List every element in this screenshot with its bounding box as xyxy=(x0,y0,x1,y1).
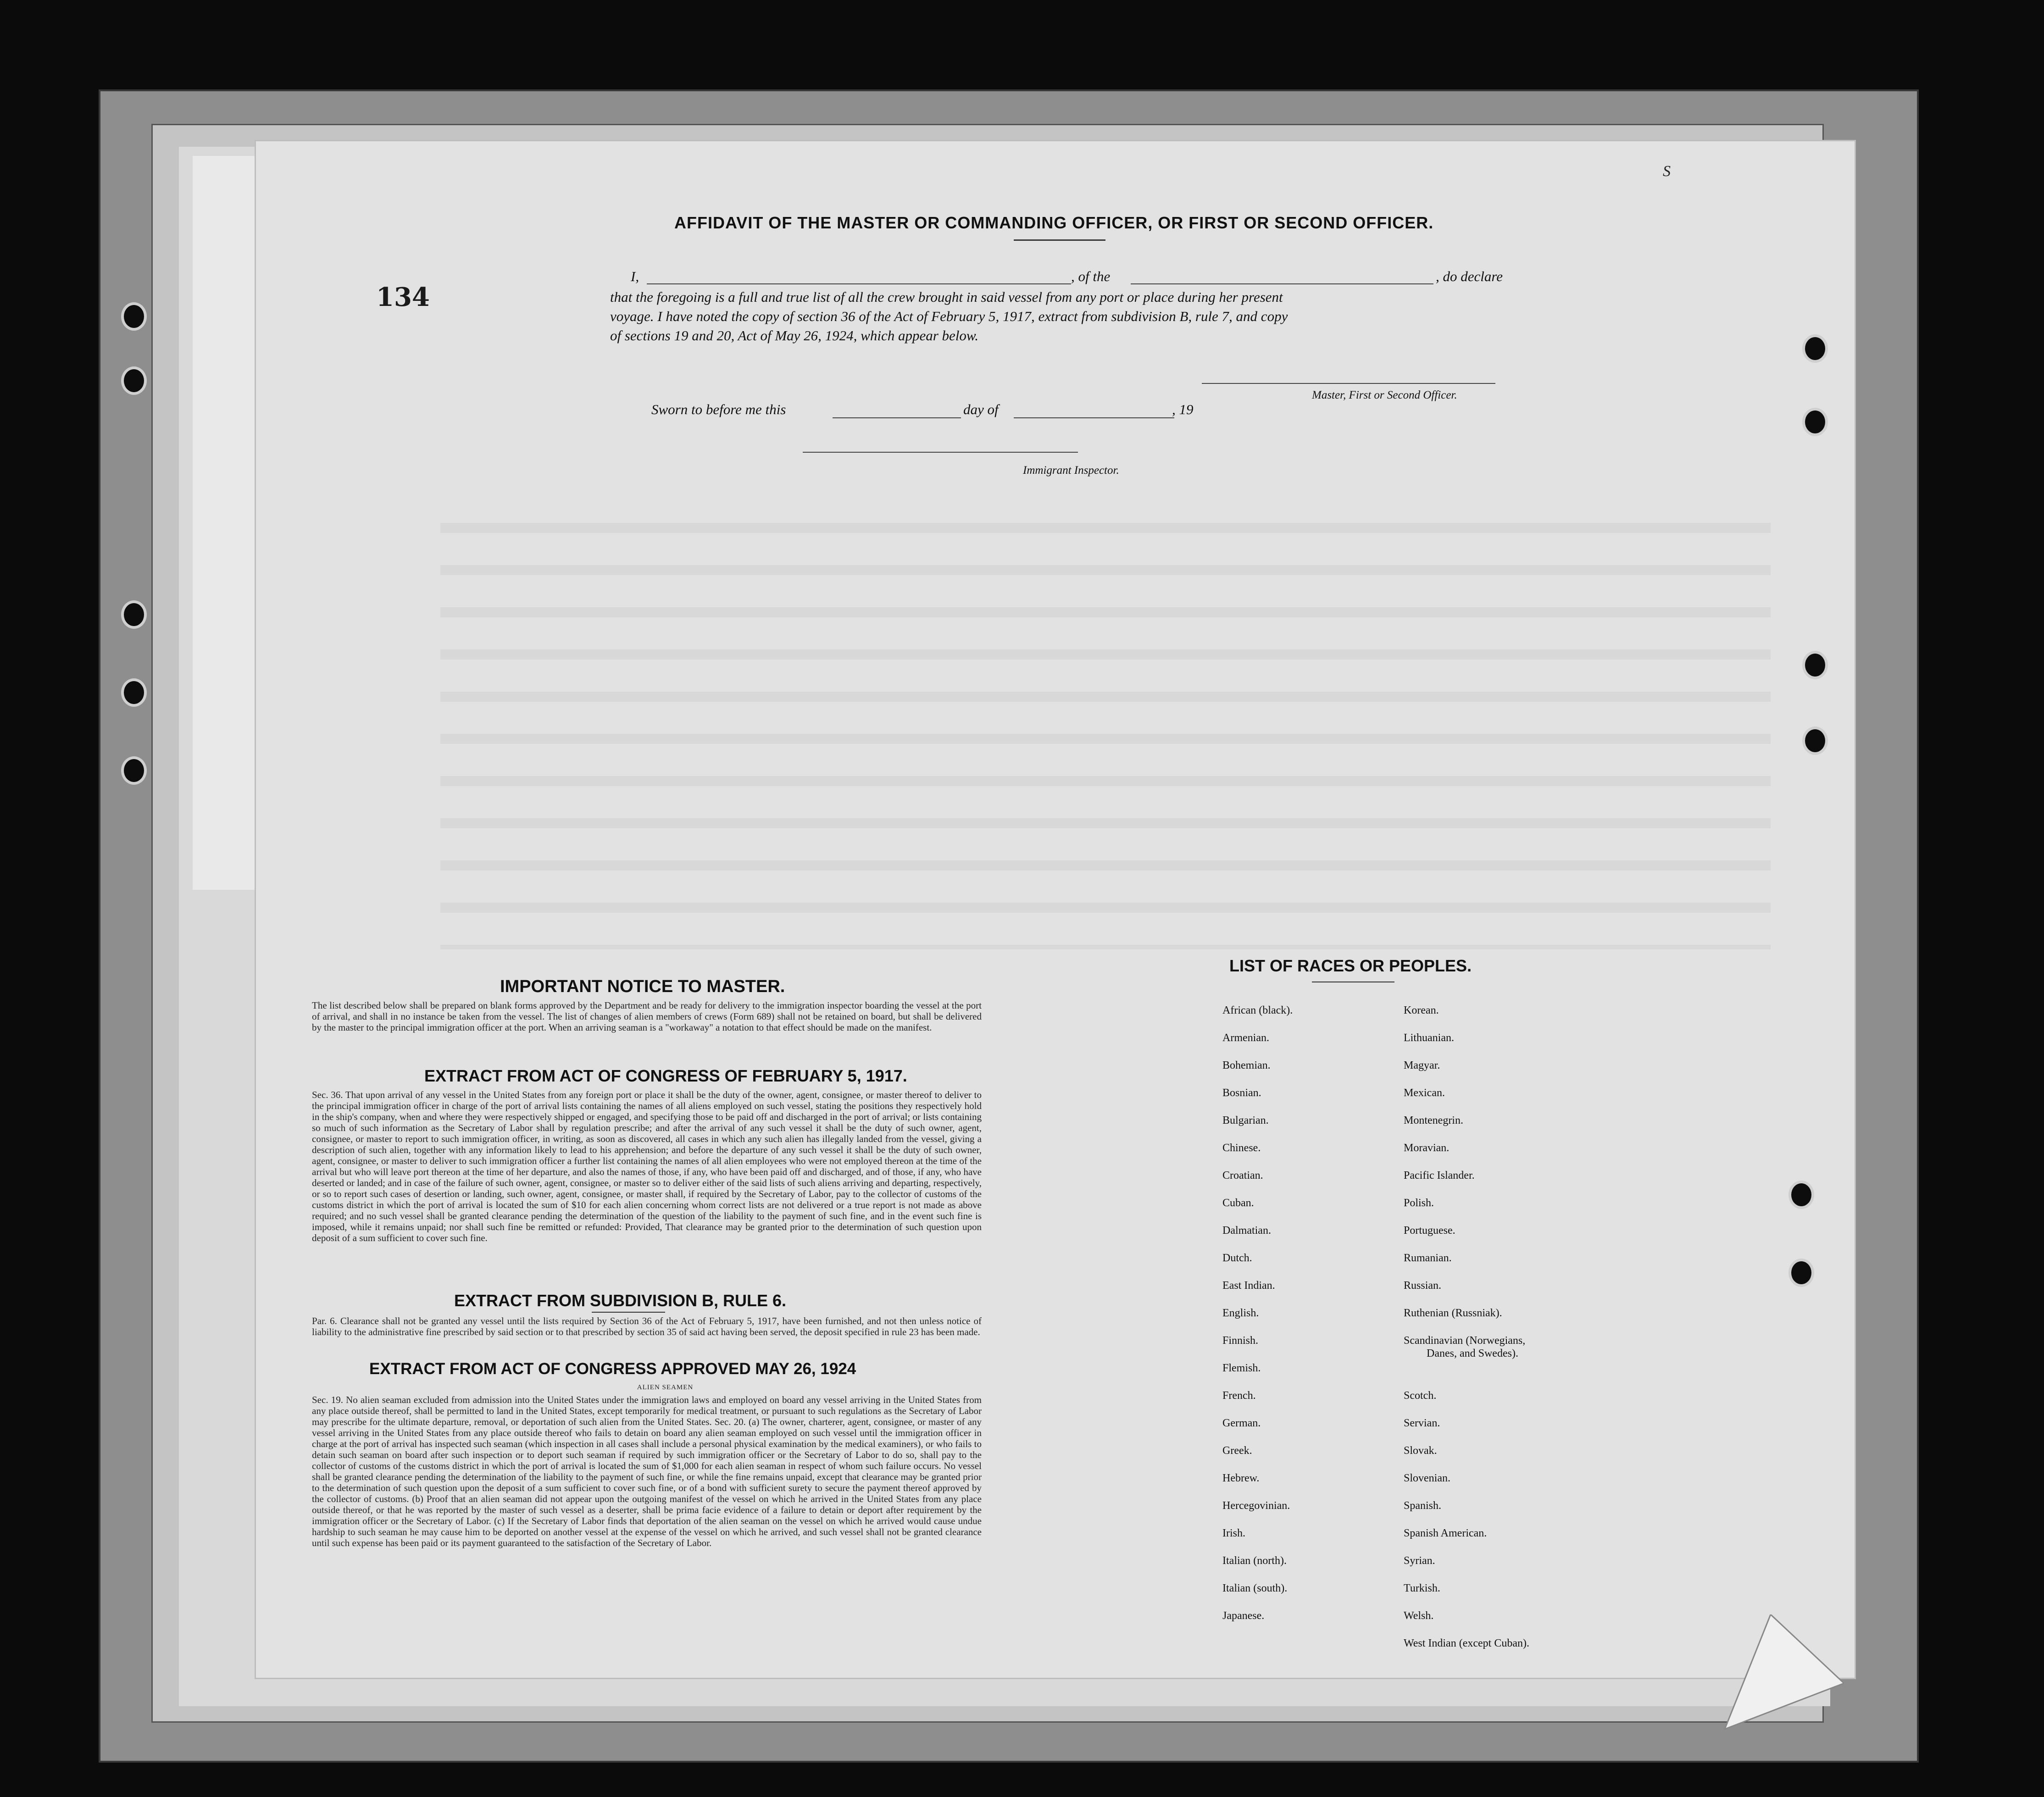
races-column-2 xyxy=(1404,1004,1529,1665)
race-item: Scandinavian (Norwegians, xyxy=(1404,1335,1526,1347)
declaration-i: I, xyxy=(631,268,639,284)
race-item: Italian (north). xyxy=(1222,1555,1287,1567)
folded-corner-icon xyxy=(1706,1614,1844,1734)
race-item: Hebrew. xyxy=(1222,1472,1260,1484)
race-item: Dutch. xyxy=(1222,1252,1252,1264)
extract-rule6-title: EXTRACT FROM SUBDIVISION B, RULE 6. xyxy=(454,1291,787,1310)
extract-1917-body: Sec. 36. That upon arrival of any vessel in the United States from any foreign port or place it shall be the duty of the owner, agent, consignee, or master thereof to deliver to the principal immigration officer in charge of the port of arrival lists containing the names of all aliens employed on such vessel, stating the positions they respectively hold in the ship's company, when and where they were respectively shipped or engaged, and specifying those to be paid off and discharged in the port of arrival; or lists containing so much of such information as the Secretary of Labor shall by regulation prescribe; and after the arrival of any such vessel it shall be the duty of such owner, agent, consignee, or master to report to such immigration officer, in writing, as soon as discovered, all cases in which any such alien has illegally landed from the vessel, giving a description of such alien, together with any information likely to lead to his apprehension; and before the departure of any such vessel it shall be the duty of such owner, agent, consignee, or master to deliver to such immigration officer a further list containing the names of all alien employees who were not employed thereon at the time of the arrival but who will leave port thereon at the time of her departure, and also the names of those, if any, who have been paid off and discharged, and of those, if any, who have deserted or landed; and in case of the failure of such owner, agent, consignee, or master so to deliver either of the said lists of such aliens arriving and departing, respectively, or so to report such cases of desertion or landing, such owner, agent, consignee, or master shall, if required by the Secretary of Labor, pay to the collector of customs of the customs district in which the port of arrival is located the sum of $10 for each alien concerning whom correct lists are not delivered or a true report is not made as above required; and no such vessel shall be granted clearance pending the determination of the question of the liability to the payment of such fine, and in the event such fine is imposed, while it remains unpaid; nor shall such fine be remitted or refunded: Provided, That clearance may be granted prior to the determination of such question upon deposit of a sum sufficient to cover such fine. xyxy=(312,1089,982,1243)
race-item: Servian. xyxy=(1404,1417,1440,1429)
punch-hole-icon xyxy=(124,369,144,392)
race-item: Armenian. xyxy=(1222,1032,1269,1044)
race-item: Ruthenian (Russniak). xyxy=(1404,1307,1502,1319)
race-item: Japanese. xyxy=(1222,1610,1265,1622)
race-item: Greek. xyxy=(1222,1445,1252,1457)
extract-1924-title: EXTRACT FROM ACT OF CONGRESS APPROVED MAY 26, 1924 xyxy=(369,1360,856,1378)
declaration-line-2: that the foregoing is a full and true list of all the crew brought in said vessel from any port or place during her present xyxy=(610,289,1283,305)
punch-hole-icon xyxy=(124,759,144,782)
race-item: Welsh. xyxy=(1404,1610,1434,1622)
declaration-do-declare: , do declare xyxy=(1436,268,1503,284)
races-column-1 xyxy=(1222,1004,1293,1637)
race-item: English. xyxy=(1222,1307,1259,1319)
race-item: East Indian. xyxy=(1222,1280,1275,1292)
race-item: African (black). xyxy=(1222,1004,1293,1016)
signature-line[interactable] xyxy=(1202,383,1495,384)
sworn-month-blank[interactable] xyxy=(1014,417,1174,418)
affidavit-title: AFFIDAVIT OF THE MASTER OR COMMANDING OFFICER, OR FIRST OR SECOND OFFICER. xyxy=(674,213,1434,232)
race-item: Slovenian. xyxy=(1404,1472,1450,1484)
race-item: Mexican. xyxy=(1404,1087,1445,1099)
left-edge-strip xyxy=(193,156,258,890)
race-item: Dalmatian. xyxy=(1222,1225,1271,1237)
extract-1917-title: EXTRACT FROM ACT OF CONGRESS OF FEBRUARY 5, 1917. xyxy=(424,1066,907,1085)
inspector-caption: Immigrant Inspector. xyxy=(1023,464,1119,477)
race-item: Hercegovinian. xyxy=(1222,1500,1290,1512)
race-item: Bosnian. xyxy=(1222,1087,1261,1099)
race-item: Portuguese. xyxy=(1404,1225,1455,1237)
punch-hole-icon xyxy=(1791,1261,1811,1284)
punch-hole-icon xyxy=(1805,729,1825,752)
races-title: LIST OF RACES OR PEOPLES. xyxy=(1229,956,1472,975)
declaration-line-3: voyage. I have noted the copy of section 36 of the Act of February 5, 1917, extract from subdivision B, rule 7, and copy xyxy=(610,308,1288,324)
punch-hole-icon xyxy=(124,603,144,626)
extract-1924-body: Sec. 19. No alien seaman excluded from admission into the United States under the immigration laws and employed on board any vessel arriving in the United States from any place outside thereof, shall be permitted to land in the United States, except temporarily for medical treatment, or pursuant to such regulations as the Secretary of Labor may prescribe for the ultimate departure, removal, or deportation of such alien from the United States. Sec. 20. (a) The owner, charterer, agent, consignee, or master of any vessel arriving in the United States from any place outside thereof who fails to detain on board any alien seaman employed on such vessel until the immigration officer in charge at the port of arrival has inspected such seaman (which inspection in all cases shall include a personal physical examination by the medical examiners), or who fails to detain such seaman on board after such inspection or to deport such seaman if required by such immigration officer or the Secretary of Labor to do so, shall pay to the collector of customs of the customs district in which the port of arrival is located the sum of $1,000 for each alien seaman in respect of whom such failure occurs. No vessel shall be granted clearance pending the determination of the liability to the payment of such fine, or while the fine remains unpaid, except that clearance may be granted prior to the determination of such question upon the deposit of a sum sufficient to cover such fine, or of a bond with sufficient surety to secure the payment thereof approved by the collector of customs. (b) Proof that an alien seaman did not appear upon the outgoing manifest of the vessel on which he arrived in the United States from any place outside thereof, or that he was reported by the master of such vessel as a deserter, shall be prima facie evidence of a failure to detain or deport after requirement by the immigration officer or the Secretary of Labor. (c) If the Secretary of Labor finds that deportation of the alien seaman on the vessel on which he arrived would cause undue hardship to such seaman he may cause him to be deported on another vessel at the expense of the vessel on which he arrived, and such vessel shall not be granted clearance until such expense has been paid or its payment guaranteed to the satisfaction of the Secretary of Labor. xyxy=(312,1394,982,1548)
race-item: Chinese. xyxy=(1222,1142,1261,1154)
race-item: Polish. xyxy=(1404,1197,1434,1209)
notice-body: The list described below shall be prepared on blank forms approved by the Department and be ready for delivery to the immigration inspector boarding the vessel at the port of arrival, and shall in no instance be taken from the vessel. The list of changes of alien members of crews (Form 689) shall not be retained on board, but shall be delivered by the master to the principal immigration officer at the port. When an arriving seaman is a "workaway" a notation to that effect should be made on the manifest. xyxy=(312,1000,982,1033)
race-item: Montenegrin. xyxy=(1404,1115,1463,1126)
race-item: Magyar. xyxy=(1404,1059,1440,1071)
race-item: Rumanian. xyxy=(1404,1252,1452,1264)
punch-hole-icon xyxy=(124,681,144,704)
punch-hole-icon xyxy=(1805,337,1825,360)
race-item: Danes, and Swedes). xyxy=(1427,1348,1518,1359)
punch-hole-icon xyxy=(1791,1183,1811,1206)
race-item: Croatian. xyxy=(1222,1170,1263,1181)
race-item: Scotch. xyxy=(1404,1390,1437,1402)
sworn-day-blank[interactable] xyxy=(833,417,961,418)
race-item: Spanish American. xyxy=(1404,1527,1487,1539)
race-item: Lithuanian. xyxy=(1404,1032,1454,1044)
extract-rule6-rule xyxy=(592,1312,665,1313)
name-blank[interactable] xyxy=(647,283,1071,284)
race-item: Korean. xyxy=(1404,1004,1439,1016)
handwritten-page-number: 134 xyxy=(376,282,430,312)
punch-hole-icon xyxy=(1805,410,1825,433)
race-item: Bohemian. xyxy=(1222,1059,1271,1071)
race-item: Flemish. xyxy=(1222,1362,1261,1374)
vessel-blank[interactable] xyxy=(1131,283,1433,284)
sworn-day-of: day of xyxy=(963,401,999,417)
race-item: Syrian. xyxy=(1404,1555,1435,1567)
notice-title: IMPORTANT NOTICE TO MASTER. xyxy=(500,977,785,996)
race-item: Turkish. xyxy=(1404,1582,1440,1594)
punch-hole-icon xyxy=(1805,654,1825,677)
race-item: Pacific Islander. xyxy=(1404,1170,1475,1181)
extract-1924-subtitle: ALIEN SEAMEN xyxy=(637,1384,694,1391)
race-item: Bulgarian. xyxy=(1222,1115,1269,1126)
race-item: Irish. xyxy=(1222,1527,1245,1539)
sworn-year: , 19 xyxy=(1172,401,1194,417)
race-item: Italian (south). xyxy=(1222,1582,1288,1594)
race-item: West Indian (except Cuban). xyxy=(1404,1637,1529,1649)
race-item: Finnish. xyxy=(1222,1335,1259,1347)
race-item: Russian. xyxy=(1404,1280,1442,1292)
title-rule xyxy=(1014,239,1105,241)
race-item: French. xyxy=(1222,1390,1256,1402)
signature-caption: Master, First or Second Officer. xyxy=(1312,389,1457,401)
corner-mark: S xyxy=(1663,163,1671,180)
race-item: Slovak. xyxy=(1404,1445,1437,1457)
declaration-line-4: of sections 19 and 20, Act of May 26, 1924, which appear below. xyxy=(610,327,979,344)
punch-hole-icon xyxy=(124,305,144,328)
extract-rule6-body: Par. 6. Clearance shall not be granted any vessel until the lists required by Section 36 of the Act of February 5, 1917, have been furnished, and not then unless notice of liability to the administrative fine prescribed by said section or to that prescribed by section 35 of said act having been served, the deposit specified in rule 23 has been made. xyxy=(312,1315,982,1337)
race-item: German. xyxy=(1222,1417,1261,1429)
bleed-through-texture xyxy=(440,491,1771,949)
race-item: Moravian. xyxy=(1404,1142,1450,1154)
race-item: Spanish. xyxy=(1404,1500,1442,1512)
race-item: Cuban. xyxy=(1222,1197,1254,1209)
declaration-of-the: , of the xyxy=(1071,268,1111,284)
sworn-text: Sworn to before me this xyxy=(651,401,786,417)
inspector-signature-line[interactable] xyxy=(803,452,1078,453)
